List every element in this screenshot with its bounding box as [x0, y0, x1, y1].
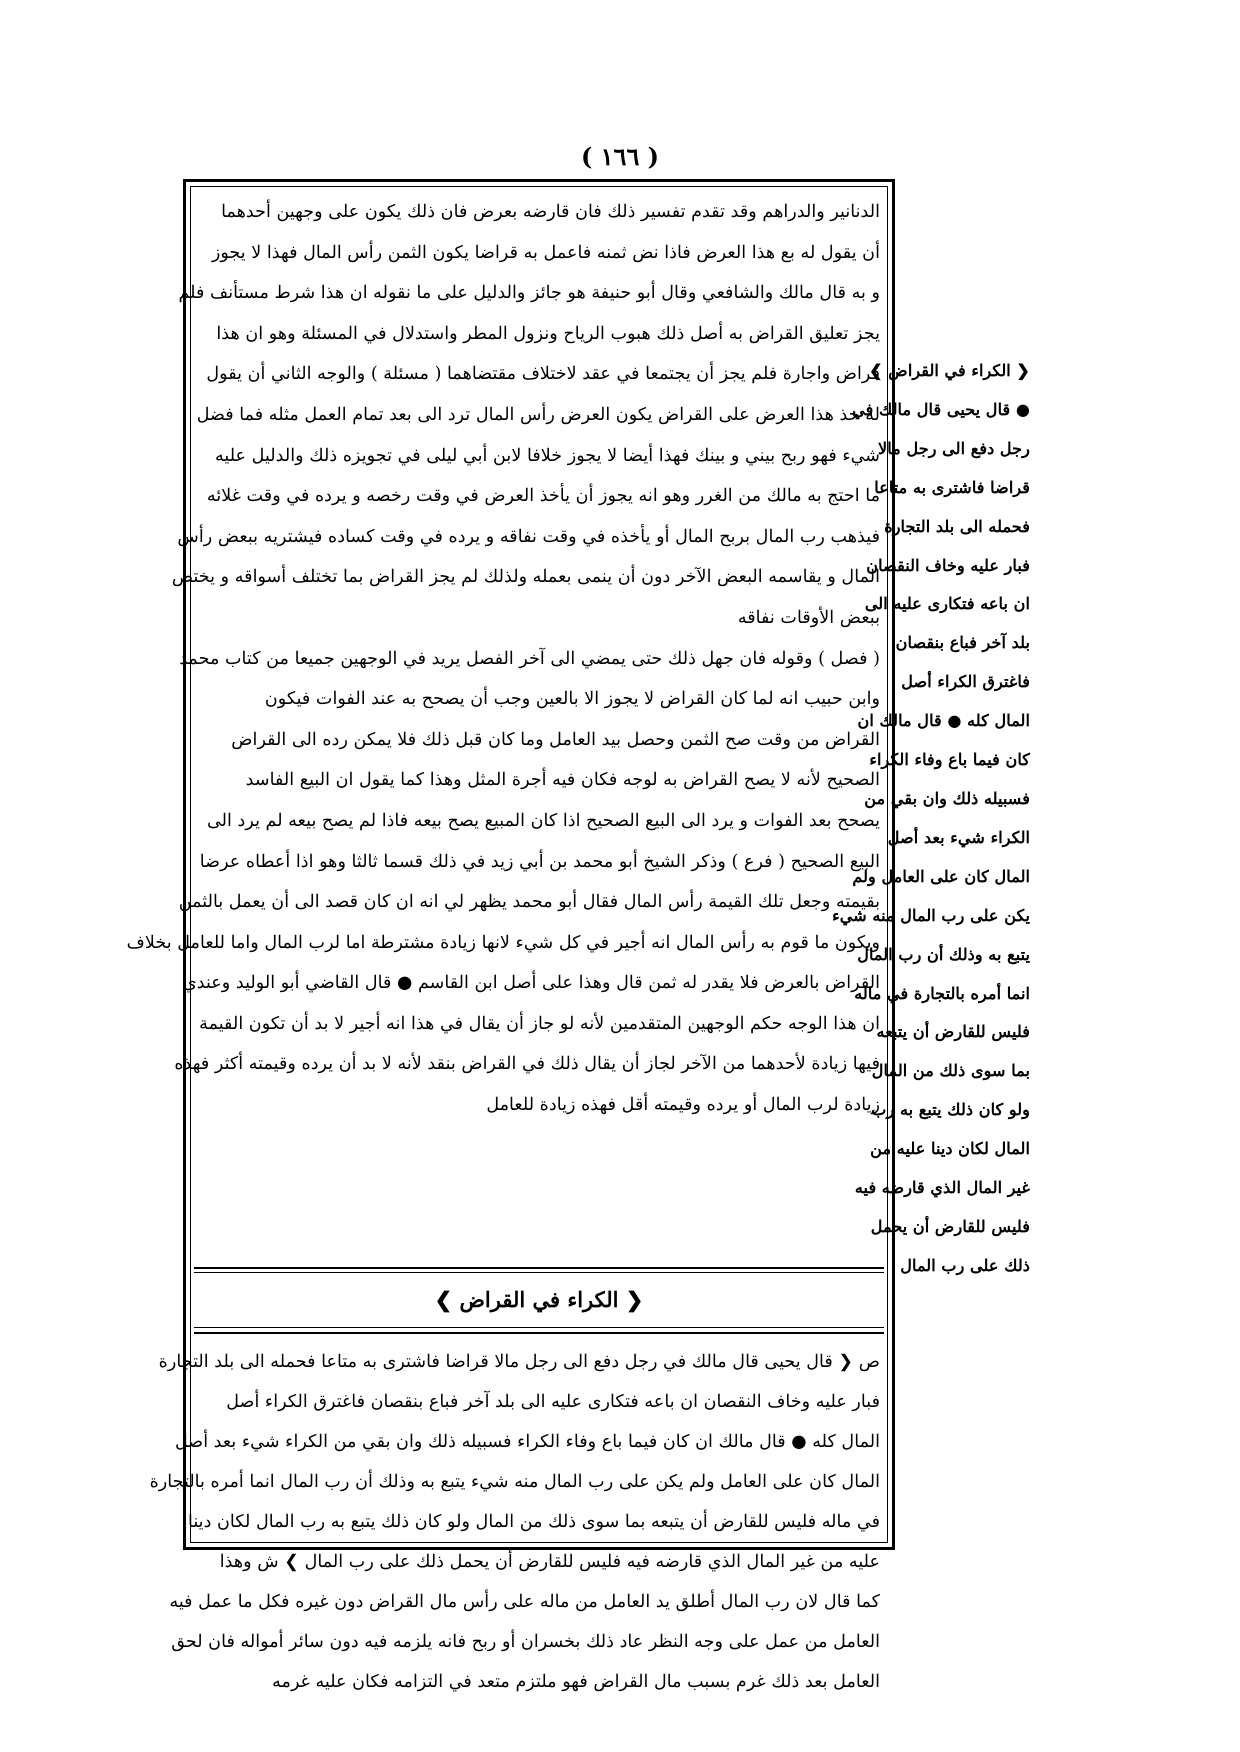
margin-line: يتبع به وذلك أن رب المال	[857, 944, 1030, 964]
divider-rule	[194, 1267, 884, 1269]
margin-line: فسبيله ذلك وان بقي من	[864, 788, 1030, 808]
margin-line: قراضا فاشترى به متاعا	[874, 477, 1030, 497]
divider-rule	[194, 1332, 884, 1334]
text-line: القراض بالعرض فلا يقدر له ثمن قال وهذا على أصل ابن القاسم ● قال القاضي أبو الوليد وعندي	[182, 973, 880, 994]
margin-line: فاغترق الكراء أصل	[901, 672, 1030, 692]
main-text-frame	[126, 179, 895, 1692]
text-line: فبار عليه وخاف النقصان ان باعه فتكارى عليه الى بلد آخر فباع بنقصان فاغترق الكراء أصل	[226, 1392, 880, 1412]
text-line: ببعض الأوقات نفاقه	[737, 607, 880, 628]
margin-line: ● قال يحيى قال مالك في	[852, 399, 1030, 419]
margin-line: بلد آخر فباع بنقصان	[895, 633, 1030, 653]
text-line: وابن حبيب انه لما كان القراض لا يجوز الا بالعين وجب أن يصحح به عند الفوات فيكون	[264, 689, 880, 710]
text-line: قراض واجارة فلم يجز أن يجتمعا في عقد لاختلاف مقتضاهما ( مسئلة ) والوجه الثاني أن يقول	[206, 364, 880, 385]
text-line: له خذ هذا العرض على القراض يكون العرض رأس المال ترد الى بعد تمام العمل مثله فما فضل	[196, 404, 880, 425]
text-line: زيادة لرب المال أو يرده وقيمته أقل فهذه زيادة للعامل	[486, 1095, 880, 1116]
margin-line: ذلك على رب المال	[900, 1255, 1030, 1275]
margin-line: انما أمره بالتجارة في ماله	[854, 983, 1030, 1003]
text-line: القراض من وقت صح الثمن وحصل بيد العامل وما كان قبل ذلك فلا يمكن رده الى القراض	[231, 729, 880, 750]
margin-line: ولو كان ذلك يتبع به رب	[871, 1100, 1030, 1120]
text-line: كما قال لان رب المال أطلق يد العامل من ماله على رأس مال القراض دون غيره فكل ما عمل فيه	[169, 1592, 880, 1612]
margin-line: كان فيما باع وفاء الكراء	[869, 750, 1030, 770]
margin-line: المال كله ● قال مالك ان	[857, 711, 1030, 731]
text-line: شيء فهو ربح بيني و بينك فهذا أيضا لا يجوز خلافا لابن أبي ليلى في تجويزه ذلك والدليل عليه	[214, 445, 880, 466]
margin-line: المال لكان دينا عليه من	[870, 1139, 1030, 1159]
margin-line: يكن على رب المال منه شيء	[832, 905, 1030, 925]
margin-line: رجل دفع الى رجل مالا	[877, 438, 1030, 458]
margin-line: فليس للقارض أن يتبعه	[876, 1022, 1030, 1042]
asl-text	[149, 1342, 880, 1702]
margin-line: ❮ الكراء في القراض ❯	[869, 361, 1030, 380]
text-line: يصحح بعد الفوات و يرد الى البيع الصحيح اذا كان المبيع يصح بيعه فاذا لم يصح بيعه لم يرد الى	[207, 810, 880, 831]
text-line: الدنانير والدراهم وقد تقدم تفسير ذلك فان قارضه بعرض فان ذلك يكون على وجهين أحدهما	[221, 202, 880, 222]
text-line: يجز تعليق القراض به أصل ذلك هبوب الرياح ونزول المطر واستدلال في المسئلة وهو ان هذا	[216, 323, 880, 344]
margin-line: فليس للقارض أن يحمل	[870, 1216, 1030, 1236]
text-line: فيذهب رب المال بربح المال أو يأخذه في وقت نفاقه و يرده في وقت كساده فيشتريه ببعض رأس	[177, 526, 880, 547]
divider-rule	[194, 1272, 884, 1273]
section-heading: ❮ الكراء في القراض ❯	[434, 1287, 644, 1312]
divider-rule	[194, 1327, 884, 1328]
text-line: المال كله ● قال مالك ان كان فيما باع وفاء الكراء فسبيله ذلك وان بقي من الكراء شيء بعد أصل	[174, 1432, 880, 1452]
text-line: فيها زيادة لأحدهما من الآخر لجاز أن يقال ذلك في القراض بنقد لأنه لا بد أن يرده وقيمته أكثر فهذه	[174, 1054, 880, 1075]
page-number: ( ١٦٦ )	[580, 142, 660, 171]
text-line: في ماله فليس للقارض أن يتبعه بما سوى ذلك من المال ولو كان ذلك يتبع به رب المال لكان دينا	[188, 1512, 880, 1532]
text-line: ص ❮ قال يحيى قال مالك في رجل دفع الى رجل مالا قراضا فاشترى به متاعا فحمله الى بلد التجارة	[158, 1352, 880, 1372]
text-line: العامل بعد ذلك غرم بسبب مال القراض فهو ملتزم متعد في التزامه فكان عليه غرمه	[272, 1672, 880, 1692]
text-line: ( فصل ) وقوله فان جهل ذلك حتى يمضي الى آخر الفصل يريد في الوجهين جميعا من كتاب محمد	[179, 648, 880, 669]
margin-line: بما سوى ذلك من المال	[871, 1061, 1030, 1081]
text-line: المال كان على العامل ولم يكن على رب المال منه شيء يتبع به وذلك أن رب المال انما أمره بالتجارة	[149, 1472, 880, 1492]
text-line: ان هذا الوجه حكم الوجهين المتقدمين لأنه لو جاز أن يقال في هذا انه أجير لا بد أن تكون القيمة	[199, 1013, 880, 1034]
commentary-text	[126, 192, 880, 1126]
text-line: البيع الصحيح ( فرع ) وذكر الشيخ أبو محمد بن أبي زيد في ذلك قسما ثالثا وهو اذا أعطاه عرضا	[199, 851, 880, 872]
margin-line: فبار عليه وخاف النقصان	[866, 555, 1030, 575]
margin-line: غير المال الذي قارضه فيه	[854, 1178, 1030, 1198]
text-line: و به قال مالك والشافعي وقال أبو حنيفة هو جائز والدليل على ما نقوله ان هذا شرط مستأنف فلم	[178, 283, 880, 304]
margin-line: ان باعه فتكارى عليه الى	[864, 594, 1030, 614]
text-line: ما احتج به مالك من الغرر وهو انه يجوز أن يأخذ العرض في وقت رخصه و يرده في وقت غلائه	[206, 486, 880, 507]
text-line: العامل من عمل على وجه النظر عاد ذلك بخسران أو ربح فانه يلزمه فيه دون سائر أمواله فان لحق	[171, 1632, 880, 1652]
text-line: عليه من غير المال الذي قارضه فيه فليس للقارض أن يحمل ذلك على رب المال ❯ ش وهذا	[219, 1552, 880, 1572]
text-line: ويكون ما قوم به رأس المال انه أجير في كل شيء لانها زيادة مشترطة اما لرب المال واما للعامل بخلاف	[126, 932, 880, 953]
text-line: بقيمته وجعل تلك القيمة رأس المال فقال أبو محمد يظهر لي انه ان كان قصد الى أن يعمل بالثمن	[178, 892, 880, 913]
text-line: الصحيح لأنه لا يصح القراض به لوجه فكان فيه أجرة المثل وهذا كما يقول ان البيع الفاسد	[245, 770, 880, 791]
margin-line: المال كان على العامل ولم	[852, 866, 1030, 886]
margin-line: فحمله الى بلد التجارة	[884, 516, 1030, 536]
text-line: أن يقول له بع هذا العرض فاذا نض ثمنه فاعمل به قراضا يكون الثمن رأس المال فهذا لا يجوز	[211, 242, 880, 263]
margin-notes	[832, 352, 1030, 1286]
margin-line: الكراء شيء بعد أصل	[887, 827, 1030, 847]
text-line: المال و يقاسمه البعض الآخر دون أن ينمى بعمله ولذلك لم يجز القراض بما تختلف أسواقه و يختص	[171, 567, 880, 588]
